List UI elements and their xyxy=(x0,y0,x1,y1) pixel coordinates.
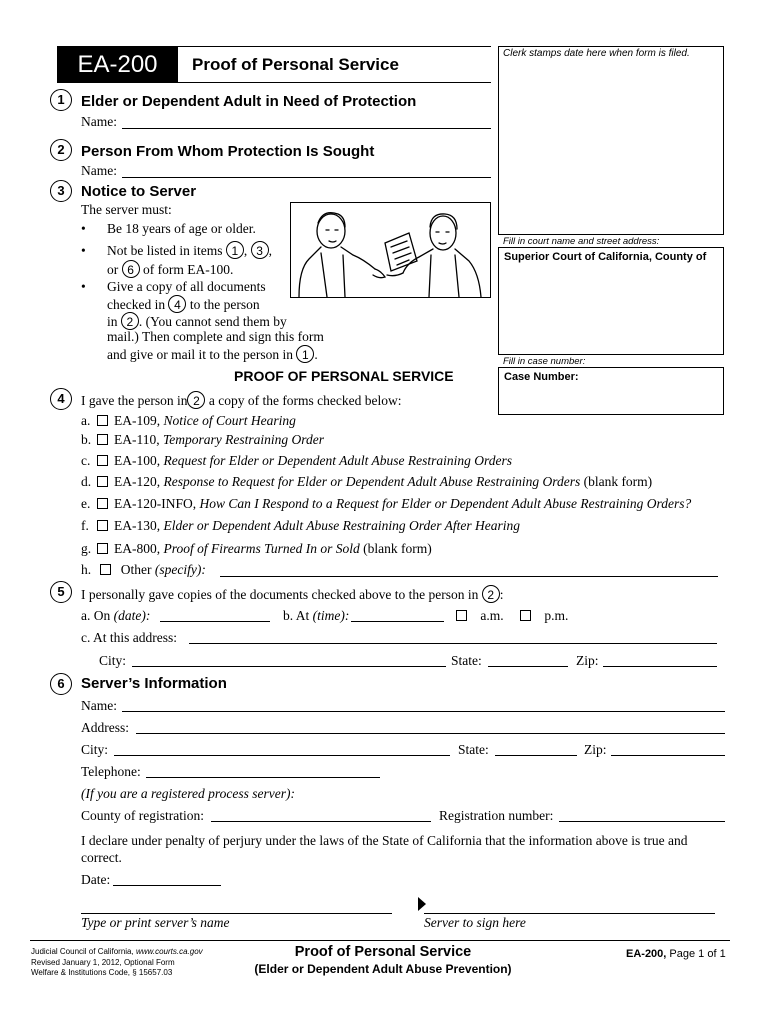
two-people-handing-document-illustration xyxy=(290,202,491,298)
form-item-code: EA-130, xyxy=(114,518,161,533)
form-item-code: EA-120-INFO, xyxy=(114,496,197,511)
form-title: Proof of Personal Service xyxy=(192,55,399,74)
bullet-2-cont xyxy=(107,260,233,278)
print-name-caption: Type or print server’s name xyxy=(81,915,230,930)
court-fill-label: Fill in court name and street address: xyxy=(503,236,660,247)
pm-option[interactable] xyxy=(520,608,568,624)
ref-item-4: 4 xyxy=(168,295,186,313)
service-zip-field[interactable] xyxy=(603,666,717,667)
form-item xyxy=(81,518,520,534)
footer-url[interactable]: www.courts.ca.gov xyxy=(135,947,203,956)
print-name-field[interactable] xyxy=(81,913,392,914)
bullet-2-comma-2: , xyxy=(268,243,272,258)
form-item-letter: a. xyxy=(81,413,91,428)
form-item-code: EA-120, xyxy=(114,474,161,489)
bullet-3-period: . xyxy=(314,347,318,362)
section-1-name-field[interactable] xyxy=(122,128,491,129)
clerk-note: Clerk stamps date here when form is filed. xyxy=(503,48,690,59)
county-registration-label: County of registration: xyxy=(81,808,204,823)
section-5-colon: : xyxy=(499,587,504,602)
server-phone-field[interactable] xyxy=(146,777,380,778)
server-zip-field[interactable] xyxy=(611,755,725,756)
section-5-intro-text: I personally gave copies of the documents checked above to the person in xyxy=(81,587,479,602)
court-name: Superior Court of California, County of xyxy=(504,251,707,263)
footer-page-number: Page 1 of 1 xyxy=(669,948,726,960)
date-field[interactable] xyxy=(113,885,221,886)
section-1-number: 1 xyxy=(50,89,72,111)
form-item-other-label: Other xyxy=(120,562,152,577)
form-item-desc: Temporary Restraining Order xyxy=(163,432,325,447)
bullet-3-line4: mail.) Then complete and sign this form xyxy=(107,329,324,344)
county-registration-field[interactable] xyxy=(211,821,431,822)
server-phone-label: Telephone: xyxy=(81,764,141,779)
registration-number-label: Registration number: xyxy=(439,808,554,823)
date-label: Date: xyxy=(81,872,111,887)
form-item-checkbox[interactable] xyxy=(97,520,108,531)
server-address-label: Address: xyxy=(81,720,129,735)
section-5-intro xyxy=(81,585,504,603)
am-option[interactable] xyxy=(456,608,504,624)
server-state-field[interactable] xyxy=(495,755,577,756)
bullet-3: • Give a copy of all documents xyxy=(81,279,266,294)
service-address-label: c. At this address: xyxy=(81,630,177,645)
form-item-letter: f. xyxy=(81,518,89,533)
bullet-3-text-a: Give a copy of all documents xyxy=(107,279,266,294)
ref-item-1-b: 1 xyxy=(296,345,314,363)
footer-rule xyxy=(30,940,730,941)
service-at-label: b. At xyxy=(283,608,310,623)
server-address-field[interactable] xyxy=(136,733,725,734)
form-item-suffix: (blank form) xyxy=(359,541,432,556)
bullet-3-text-e: . (You cannot send them by xyxy=(138,314,287,329)
bullet-2: • Not be listed in items 1 , 3 , xyxy=(81,243,272,258)
service-date-spec: (date): xyxy=(113,608,151,623)
section-3-number: 3 xyxy=(50,180,72,202)
form-item-desc: Request for Elder or Dependent Adult Abuse Restraining Orders xyxy=(163,453,512,468)
form-item xyxy=(81,453,512,469)
service-state-label: State: xyxy=(451,653,482,668)
bullet-1: • Be 18 years of age or older. xyxy=(81,221,256,236)
am-checkbox[interactable] xyxy=(456,610,467,621)
bullet-2-text-e: of form EA-100. xyxy=(143,262,234,277)
bullet-3-text-d: in xyxy=(107,314,118,329)
service-date-label xyxy=(81,608,150,624)
form-item-checkbox[interactable] xyxy=(97,476,108,487)
header-rule-top xyxy=(57,46,491,47)
server-zip-label: Zip: xyxy=(584,742,607,757)
form-item-letter: g. xyxy=(81,541,92,556)
bullet-2-or: or xyxy=(107,262,119,277)
header-rule-bottom xyxy=(57,82,491,83)
form-item-desc: Elder or Dependent Adult Abuse Restraining Order After Hearing xyxy=(163,518,520,533)
form-id: EA-200 xyxy=(77,51,158,78)
ref-item-2: 2 xyxy=(121,312,139,330)
section-4-intro xyxy=(81,391,402,409)
service-city-label: City: xyxy=(99,653,127,668)
form-item-checkbox[interactable] xyxy=(97,415,108,426)
server-name-field[interactable] xyxy=(122,711,725,712)
form-item xyxy=(81,474,652,490)
section-6-number: 6 xyxy=(50,673,72,695)
service-city-field[interactable] xyxy=(132,666,446,667)
footer-left xyxy=(31,947,203,979)
proof-heading: PROOF OF PERSONAL SERVICE xyxy=(234,368,454,384)
section-2-name-field[interactable] xyxy=(122,177,491,178)
bullet-3-line3 xyxy=(107,312,287,330)
bullet-1-text: Be 18 years of age or older. xyxy=(107,221,256,236)
form-item-desc: Proof of Firearms Turned In or Sold xyxy=(163,541,360,556)
form-item-other-spec: (specify): xyxy=(154,562,206,577)
registered-note: (If you are a registered process server): xyxy=(81,786,295,801)
form-item xyxy=(81,496,691,512)
service-date-field[interactable] xyxy=(160,621,270,622)
case-fill-label: Fill in case number: xyxy=(503,356,586,367)
section-5-number: 5 xyxy=(50,581,72,603)
service-state-field[interactable] xyxy=(488,666,568,667)
bullet-2-comma-1: , xyxy=(243,243,248,258)
declaration: I declare under penalty of perjury under the laws of the State of California that the information above is true and xyxy=(81,833,688,848)
case-number-label: Case Number: xyxy=(504,371,579,383)
section-1-title: Elder or Dependent Adult in Need of Protection xyxy=(81,93,417,110)
form-item-checkbox[interactable] xyxy=(97,543,108,554)
case-number-box[interactable] xyxy=(498,367,724,415)
server-state-label: State: xyxy=(458,742,489,757)
form-item-letter: d. xyxy=(81,474,92,489)
bullet-2-text-a: Not be listed in items xyxy=(107,243,223,258)
service-address-field[interactable] xyxy=(189,643,717,644)
footer-page xyxy=(626,948,726,960)
form-item-code: EA-109, xyxy=(114,413,161,428)
service-on-label: a. On xyxy=(81,608,111,623)
form-item xyxy=(81,432,324,448)
declaration-cont: correct. xyxy=(81,850,122,865)
server-city-field[interactable] xyxy=(114,755,450,756)
footer-subtitle: (Elder or Dependent Adult Abuse Prevention) xyxy=(254,962,512,976)
am-label: a.m. xyxy=(480,608,504,623)
bullet-3-text-c: to the person xyxy=(189,297,260,312)
section-2-number: 2 xyxy=(50,139,72,161)
service-zip-label: Zip: xyxy=(576,653,599,668)
clerk-stamp-box xyxy=(498,46,724,235)
pm-checkbox[interactable] xyxy=(520,610,531,621)
bullet-3-line2 xyxy=(107,295,260,313)
section-4-number: 4 xyxy=(50,388,72,410)
form-item-desc: Response to Request for Elder or Dependent Adult Abuse Restraining Orders xyxy=(163,474,581,489)
bullet-3-line5-text: and give or mail it to the person in xyxy=(107,347,293,362)
section-6-title: Server’s Information xyxy=(81,675,227,692)
signature-caption: Server to sign here xyxy=(424,915,526,930)
form-item-letter: c. xyxy=(81,453,91,468)
server-city-label: City: xyxy=(81,742,109,757)
form-item-other-letter: h. xyxy=(81,562,92,577)
form-item-suffix: (blank form) xyxy=(580,474,653,489)
footer-form-id: EA-200, xyxy=(626,948,667,960)
section-4-intro-b: a copy of the forms checked below: xyxy=(208,393,402,408)
signature-field[interactable] xyxy=(424,913,715,914)
ref-item-1: 1 xyxy=(226,241,244,259)
form-item-code: EA-800, xyxy=(114,541,161,556)
footer-code: Welfare & Institutions Code, § 15657.03 xyxy=(31,968,173,977)
form-item-other-checkbox[interactable] xyxy=(100,564,111,575)
footer-revised: Revised January 1, 2012, Optional Form xyxy=(31,957,175,967)
form-item xyxy=(81,413,296,429)
form-item-desc: Notice of Court Hearing xyxy=(163,413,296,428)
form-item-code: EA-110, xyxy=(114,432,160,447)
ref-item-2-s5: 2 xyxy=(482,585,500,603)
bullet-3-text-b: checked in xyxy=(107,297,166,312)
ref-item-2-s4: 2 xyxy=(187,391,205,409)
ref-item-6: 6 xyxy=(122,260,140,278)
form-item-desc: How Can I Respond to a Request for Elder or Dependent Adult Abuse Restraining Orders? xyxy=(199,496,692,511)
footer-title: Proof of Personal Service xyxy=(294,944,472,960)
form-item xyxy=(81,541,432,557)
section-3-title: Notice to Server xyxy=(81,183,197,200)
server-must-intro: The server must: xyxy=(81,202,172,217)
service-time-label xyxy=(283,608,349,624)
other-specify-field[interactable] xyxy=(220,576,718,577)
pm-label: p.m. xyxy=(544,608,569,623)
section-1-name-label: Name: xyxy=(81,114,117,129)
form-item-checkbox[interactable] xyxy=(97,434,108,445)
form-item-code: EA-100, xyxy=(114,453,161,468)
ref-item-3: 3 xyxy=(251,241,269,259)
service-time-spec: (time): xyxy=(312,608,350,623)
form-item-checkbox[interactable] xyxy=(97,498,108,509)
form-id-badge xyxy=(57,46,178,83)
section-4-intro-a: I gave the person in xyxy=(81,393,188,408)
server-name-label: Name: xyxy=(81,698,117,713)
footer-council: Judicial Council of California, xyxy=(31,947,134,956)
court-box[interactable] xyxy=(498,247,724,355)
form-item-checkbox[interactable] xyxy=(97,455,108,466)
section-2-name-label: Name: xyxy=(81,163,117,178)
form-item-letter: e. xyxy=(81,496,91,511)
registration-number-field[interactable] xyxy=(559,821,725,822)
form-item-other xyxy=(81,562,206,578)
bullet-3-line5 xyxy=(107,345,318,363)
form-item-letter: b. xyxy=(81,432,92,447)
section-2-title: Person From Whom Protection Is Sought xyxy=(81,143,375,160)
service-time-field[interactable] xyxy=(351,621,444,622)
